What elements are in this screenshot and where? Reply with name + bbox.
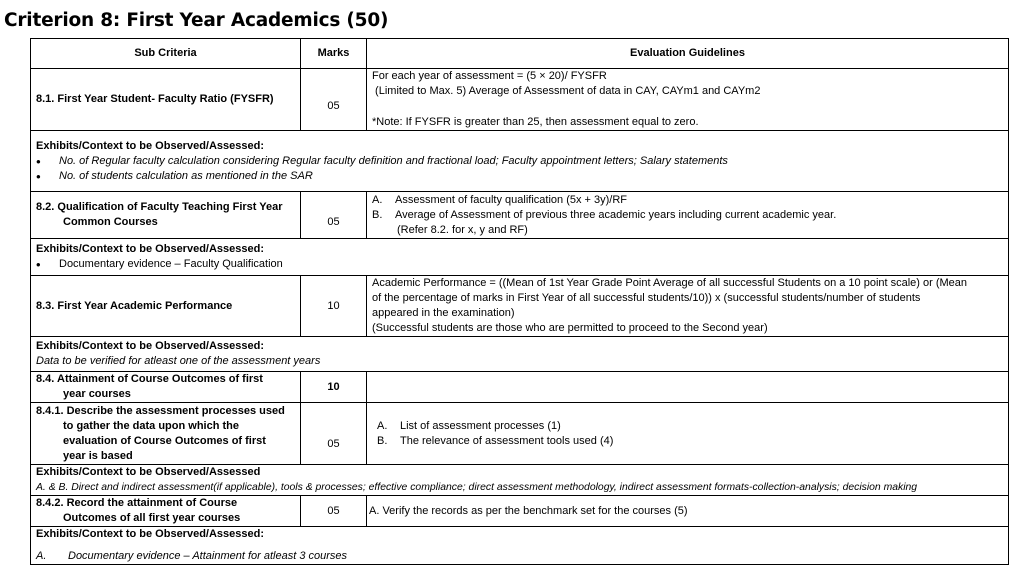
row-8-2-guidelines [367, 192, 1009, 239]
row-8-4-guidelines [367, 372, 1009, 403]
exhibits-8-1-cell [31, 131, 1009, 192]
guideline-item [377, 419, 1003, 434]
row-8-1 [31, 69, 1009, 131]
row-8-4-2-guidelines: A. Verify the records as per the benchmark set for the courses (5) [367, 496, 1009, 527]
row-8-3-label: 8.3. First Year Academic Performance [31, 276, 301, 337]
exhibit-text: No. of students calculation as mentioned in the SAR [59, 169, 313, 182]
list-marker: A. [377, 419, 388, 432]
row-8-3 [31, 276, 1009, 337]
exhibit-item [36, 549, 1003, 564]
exhibits-heading: Exhibits/Context to be Observed/Assessed: [36, 139, 265, 152]
guideline-item [372, 208, 1003, 223]
exhibit-text: No. of Regular faculty calculation considering Regular faculty definition and fractional load; Faculty appointment letters; Salary statements [59, 154, 728, 167]
criterion-table [30, 38, 1009, 565]
guideline-line: (Limited to Max. 5) Average of Assessment of data in CAY, CAYm1 and CAYm2 [372, 85, 761, 97]
exhibits-8-3-cell [31, 337, 1009, 372]
row-8-2 [31, 192, 1009, 239]
row-label-line: evaluation of Course Outcomes of first [63, 434, 266, 447]
guideline-text: List of assessment processes (1) [400, 419, 561, 432]
exhibits-8-4-2 [31, 527, 1009, 565]
guideline-line: For each year of assessment = (5 × 20)/ FYSFR [372, 70, 607, 82]
guideline-line: of the percentage of marks in First Year of all successful students/10)) x (successful students/number of students [372, 292, 921, 304]
guideline-note: (Refer 8.2. for x, y and RF) [397, 223, 528, 236]
list-marker: A. [36, 550, 47, 562]
row-8-1-guidelines [367, 69, 1009, 131]
list-marker: B. [377, 434, 388, 447]
guideline-note: *Note: If FYSFR is greater than 25, then assessment equal to zero. [372, 116, 699, 128]
guideline-text: The relevance of assessment tools used (4) [400, 434, 614, 447]
list-marker: A. [372, 193, 383, 206]
guideline-line: (Successful students are those who are permitted to proceed to the Second year) [372, 322, 768, 334]
row-8-4-2 [31, 496, 1009, 527]
exhibits-heading: Exhibits/Context to be Observed/Assessed [36, 466, 261, 478]
guideline-text: Average of Assessment of previous three academic years including current academic year. [395, 208, 837, 221]
row-label-line: to gather the data upon which the [63, 419, 239, 432]
row-label-line: Outcomes of all first year courses [63, 512, 241, 524]
exhibits-heading: Exhibits/Context to be Observed/Assessed: [36, 340, 265, 352]
guideline-line: appeared in the examination) [372, 307, 515, 319]
guideline-item [372, 193, 1003, 208]
row-label-line: 8.2. Qualification of Faculty Teaching First Year [36, 201, 283, 213]
exhibits-heading: Exhibits/Context to be Observed/Assessed: [36, 243, 265, 255]
exhibit-text: Documentary evidence – Faculty Qualification [59, 258, 283, 270]
row-8-1-marks: 05 [301, 69, 367, 131]
bullet-marker: • [36, 257, 41, 272]
row-8-4-2-marks: 05 [301, 496, 367, 527]
row-8-4-1-guidelines [367, 403, 1009, 465]
guideline-line: Academic Performance = ((Mean of 1st Year Grade Point Average of all successful Students on a 10 point scale) or (Mean [372, 277, 968, 289]
row-8-1-label: 8.1. First Year Student- Faculty Ratio (FYSFR) [31, 69, 301, 131]
exhibits-8-4-1 [31, 465, 1009, 496]
row-8-4 [31, 372, 1009, 403]
header-sub-criteria: Sub Criteria [31, 39, 301, 69]
page-title: Criterion 8: First Year Academics (50) [4, 10, 389, 31]
guideline-item [377, 434, 1003, 449]
exhibits-8-4-2-cell [31, 527, 1009, 565]
exhibits-8-4-1-cell [31, 465, 1009, 496]
row-8-3-guidelines [367, 276, 1009, 337]
row-8-2-marks: 05 [301, 192, 367, 239]
row-8-4-label [31, 372, 301, 403]
exhibit-text: A. & B. Direct and indirect assessment(if applicable), tools & processes; effective compliance; direct assessment methodology, indirect assessment formats-collection-analysis; decision making [36, 482, 918, 493]
exhibit-text: Documentary evidence – Attainment for atleast 3 courses [68, 550, 348, 562]
header-marks: Marks [301, 39, 367, 69]
row-label-line: year courses [63, 388, 131, 400]
row-label-line: 8.4. Attainment of Course Outcomes of first [36, 373, 263, 385]
exhibit-item [36, 154, 1003, 169]
exhibits-8-2 [31, 239, 1009, 276]
row-8-2-label [31, 192, 301, 239]
exhibits-8-1 [31, 131, 1009, 192]
exhibit-item [36, 169, 1003, 184]
row-8-4-2-label [31, 496, 301, 527]
exhibit-note: Data to be verified for atleast one of the assessment years [36, 355, 321, 367]
row-8-4-marks: 10 [301, 372, 367, 403]
row-8-3-marks: 10 [301, 276, 367, 337]
row-label-line: year is based [63, 449, 133, 462]
bullet-marker: • [36, 153, 41, 169]
header-evaluation-guidelines: Evaluation Guidelines [367, 39, 1009, 69]
row-label-line: 8.4.2. Record the attainment of Course [36, 497, 238, 509]
row-label-line: 8.4.1. Describe the assessment processes used [36, 404, 285, 417]
bullet-marker: • [36, 168, 41, 184]
row-label-line: Common Courses [63, 216, 158, 228]
guideline-text: Assessment of faculty qualification (5x + 3y)/RF [395, 193, 628, 206]
exhibits-8-2-cell [31, 239, 1009, 276]
table-header-row [31, 39, 1009, 69]
row-8-4-1 [31, 403, 1009, 465]
row-8-4-1-marks: 05 [301, 403, 367, 465]
list-marker: B. [372, 208, 383, 221]
exhibit-item [36, 257, 1003, 272]
exhibits-8-3 [31, 337, 1009, 372]
exhibits-heading: Exhibits/Context to be Observed/Assessed: [36, 528, 265, 540]
row-8-4-1-label [31, 403, 301, 465]
